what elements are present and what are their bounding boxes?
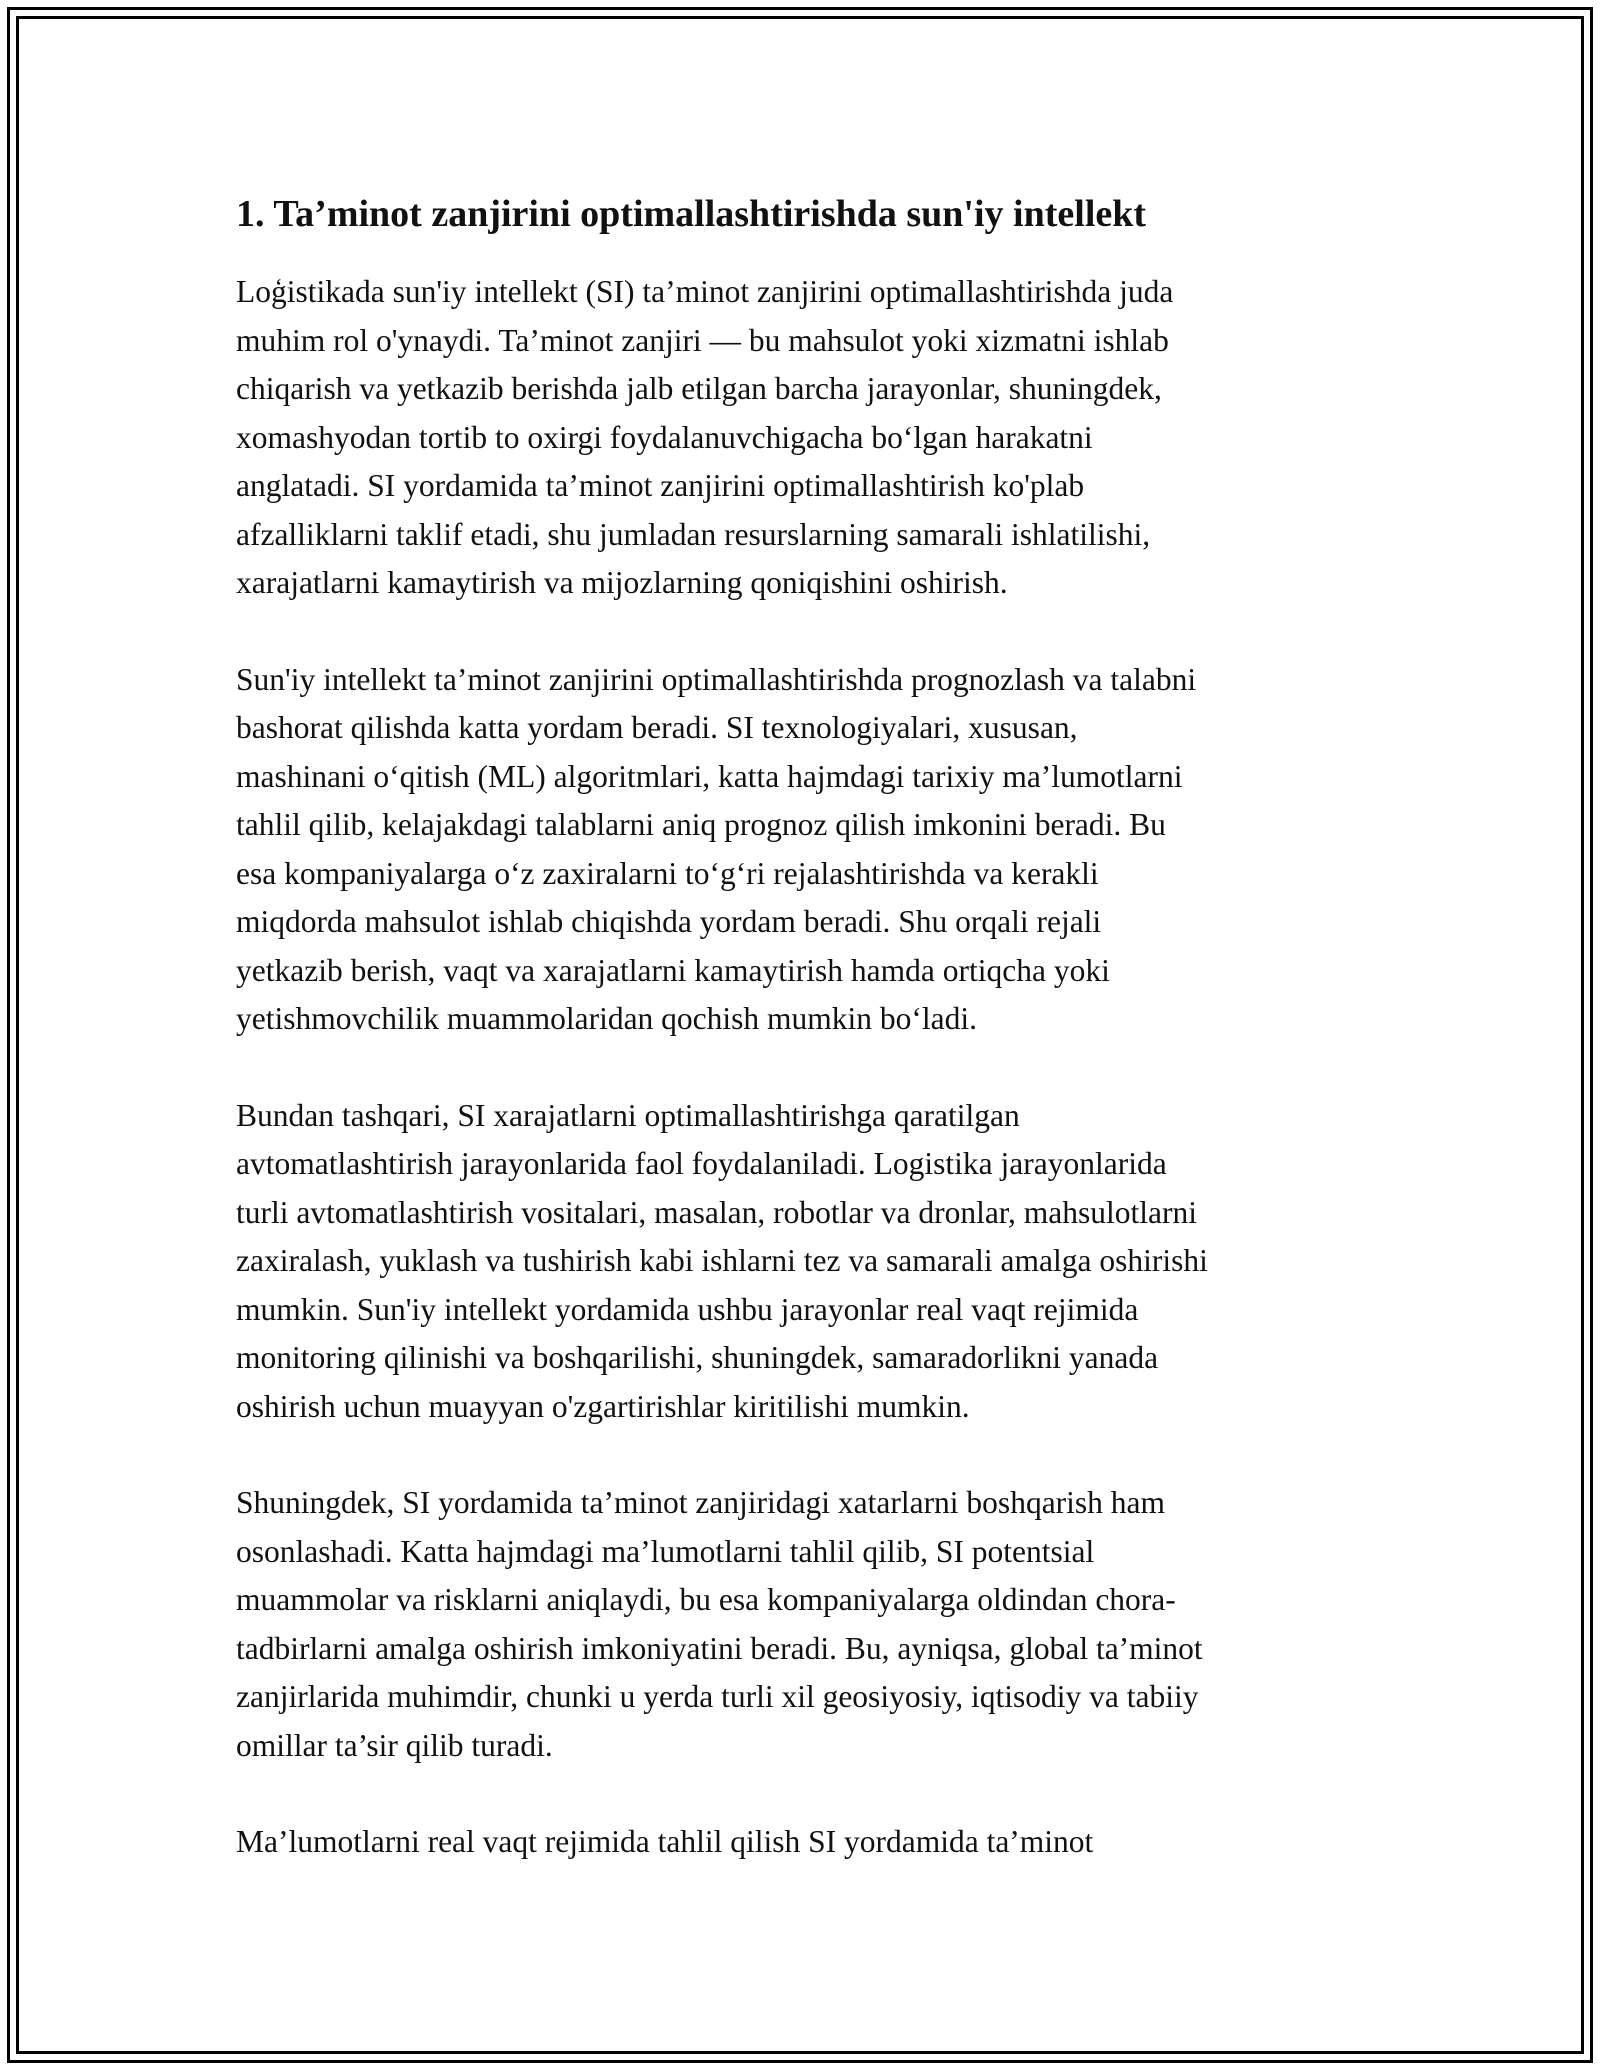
text-line: Loģistikada sun'iy intellekt (SI) ta’minot zanjirini optimallashtirishda juda bbox=[236, 274, 1174, 309]
text-line: turli avtomatlashtirish vositalari, masalan, robotlar va dronlar, mahsulotlarni bbox=[236, 1194, 1197, 1230]
section-heading: 1. Ta’minot zanjirini optimallashtirishda sun'iy intellekt bbox=[236, 193, 1147, 235]
text-line: miqdorda mahsulot ishlab chiqishda yordam beradi. Shu orqali rejali bbox=[236, 904, 1102, 939]
text-line: muammolar va risklarni aniqlaydi, bu esa kompaniyalarga oldindan chora- bbox=[236, 1582, 1176, 1617]
paragraph-2 bbox=[236, 656, 1386, 1044]
text-line: Bundan tashqari, SI xarajatlarni optimallashtirishga qaratilgan bbox=[236, 1097, 1020, 1133]
text-line: avtomatlashtirish jarayonlarida faol foydalaniladi. Logistika jarayonlarida bbox=[236, 1146, 1167, 1181]
text-line: anglatadi. SI yordamida ta’minot zanjirini optimallashtirish ko'plab bbox=[236, 468, 1085, 503]
text-line: oshirish uchun muayyan o'zgartirishlar kiritilishi mumkin. bbox=[236, 1388, 970, 1424]
text-line: Shuningdek, SI yordamida ta’minot zanjiridagi xatarlarni boshqarish ham bbox=[236, 1485, 1166, 1520]
text-line: xomashyodan tortib to oxirgi foydalanuvchigacha bo‘lgan harakatni bbox=[236, 419, 1093, 455]
document-body bbox=[236, 186, 1386, 1915]
paragraph-3 bbox=[236, 1092, 1386, 1432]
text-line: zaxiralash, yuklash va tushirish kabi ishlarni tez va samarali amalga oshirishi bbox=[236, 1243, 1208, 1278]
text-line: Ma’lumotlarni real vaqt rejimida tahlil qilish SI yordamida ta’minot bbox=[236, 1824, 1094, 1859]
text-line: osonlashadi. Katta hajmdagi ma’lumotlarni tahlil qilib, SI potentsial bbox=[236, 1533, 1095, 1569]
text-line: monitoring qilinishi va boshqarilishi, shuningdek, samaradorlikni yanada bbox=[236, 1340, 1159, 1375]
paragraph-4 bbox=[236, 1479, 1386, 1770]
text-line: zanjirlarida muhimdir, chunki u yerda turli xil geosiyosiy, iqtisodiy va tabiiy bbox=[236, 1679, 1199, 1714]
text-line: esa kompaniyalarga o‘z zaxiralarni to‘g‘ri rejalashtirishda va kerakli bbox=[236, 855, 1099, 891]
text-line: chiqarish va yetkazib berishda jalb etilgan barcha jarayonlar, shuningdek, bbox=[236, 371, 1162, 406]
text-line: mumkin. Sun'iy intellekt yordamida ushbu jarayonlar real vaqt rejimida bbox=[236, 1291, 1139, 1327]
paragraph-5 bbox=[236, 1818, 1386, 1867]
paragraph-1 bbox=[236, 268, 1386, 608]
text-line: muhim rol o'ynaydi. Ta’minot zanjiri — bu mahsulot yoki xizmatni ishlab bbox=[236, 322, 1169, 358]
text-line: omillar ta’sir qilib turadi. bbox=[236, 1727, 553, 1763]
text-line: afzalliklarni taklif etadi, shu jumladan resurslarning samarali ishlatilishi, bbox=[236, 516, 1151, 552]
text-line: tahlil qilib, kelajakdagi talablarni aniq prognoz qilish imkonini beradi. Bu bbox=[236, 807, 1166, 842]
text-line: mashinani o‘qitish (ML) algoritmlari, katta hajmdagi tarixiy ma’lumotlarni bbox=[236, 758, 1183, 794]
text-line: yetishmovchilik muammolaridan qochish mumkin bo‘ladi. bbox=[236, 1001, 978, 1036]
text-line: yetkazib berish, vaqt va xarajatlarni kamaytirish hamda ortiqcha yoki bbox=[236, 952, 1110, 988]
text-line: tadbirlarni amalga oshirish imkoniyatini beradi. Bu, ayniqsa, global ta’minot bbox=[236, 1630, 1203, 1666]
text-line: bashorat qilishda katta yordam beradi. SI texnologiyalari, xususan, bbox=[236, 710, 1078, 745]
text-line: Sun'iy intellekt ta’minot zanjirini optimallashtirishda prognozlash va talabni bbox=[236, 661, 1197, 697]
text-line: xarajatlarni kamaytirish va mijozlarning qoniqishini oshirish. bbox=[236, 565, 1008, 600]
